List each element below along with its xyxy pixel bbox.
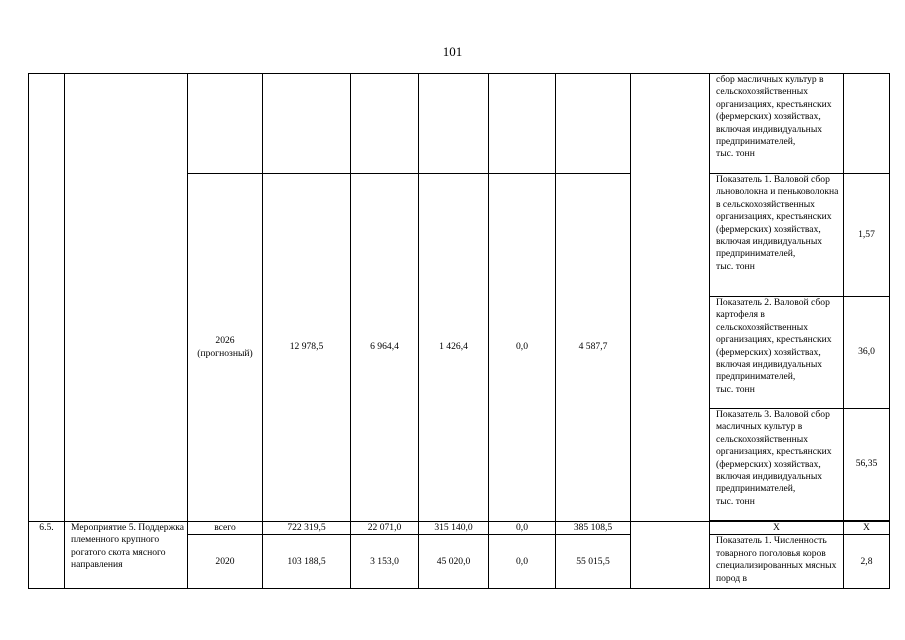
measure-name: Мероприятие 5. Поддержка племенного крупного рогатого скота мясного направления <box>65 522 188 589</box>
indicator-text: Показатель 1. Численность товарного поголовья коров специализированных мясных пород в <box>710 535 844 589</box>
extra-budget-cell: 4 587,7 <box>556 174 631 522</box>
measure-total-row <box>29 522 890 535</box>
executor-cell-empty <box>631 74 710 522</box>
other-cell-empty <box>556 74 631 174</box>
continuation-row <box>29 74 890 174</box>
regional-cell: 1 426,4 <box>419 174 489 522</box>
loc-cell-empty <box>489 74 556 174</box>
year-cell: 2026 (прогнозный) <box>188 174 263 522</box>
total-cell: 722 319,5 <box>263 522 351 535</box>
federal-cell: 3 153,0 <box>351 535 419 589</box>
total-cell: 12 978,5 <box>263 174 351 522</box>
page-number: 101 <box>442 44 463 59</box>
year-cell: 2020 <box>188 535 263 589</box>
indicator-value: 2,8 <box>844 535 890 589</box>
name-cell-empty <box>65 74 188 522</box>
year-cell: всего <box>188 522 263 535</box>
indicator-value: Х <box>844 522 890 535</box>
measure-number: 6.5. <box>29 522 65 589</box>
indicator-text: Показатель 2. Валовой сбор картофеля в сельскохозяйственных организациях, крестьянских (фермерских) хозяйствах, включая индивидуальных предпринимателей, тыс. тонн <box>710 297 844 409</box>
reg-cell-empty <box>419 74 489 174</box>
local-cell: 0,0 <box>489 535 556 589</box>
local-cell: 0,0 <box>489 522 556 535</box>
indicator-text: сбор масличных культур в сельскохозяйственных организациях, крестьянских (фермерских) хозяйствах, включая индивидуальных предпринимателей, тыс. тонн <box>710 74 844 174</box>
indicator-value-empty <box>844 74 890 174</box>
total-cell: 103 188,5 <box>263 535 351 589</box>
budget-table <box>28 73 890 589</box>
regional-cell: 315 140,0 <box>419 522 489 535</box>
number-cell-empty <box>29 74 65 522</box>
year-cell-empty <box>188 74 263 174</box>
indicator-value: 36,0 <box>844 297 890 409</box>
regional-cell: 45 020,0 <box>419 535 489 589</box>
total-cell-empty <box>263 74 351 174</box>
federal-cell: 22 071,0 <box>351 522 419 535</box>
extra-budget-cell: 55 015,5 <box>556 535 631 589</box>
indicator-text: Х <box>710 522 844 535</box>
indicator-text: Показатель 3. Валовой сбор масличных культур в сельскохозяйственных организациях, крестьянских (фермерских) хозяйствах, включая индивидуальных предпринимателей, тыс. тонн <box>710 409 844 521</box>
indicator-value: 56,35 <box>844 409 890 521</box>
fed-cell-empty <box>351 74 419 174</box>
executor-cell <box>631 522 710 589</box>
local-cell: 0,0 <box>489 174 556 522</box>
extra-budget-cell: 385 108,5 <box>556 522 631 535</box>
indicator-value: 1,57 <box>844 174 890 297</box>
indicator-text: Показатель 1. Валовой сбор льноволокна и пеньковолокна в сельскохозяйственных организациях, крестьянских (фермерских) хозяйствах, включая индивидуальных предпринимателей, тыс. тонн <box>710 174 844 297</box>
federal-cell: 6 964,4 <box>351 174 419 522</box>
